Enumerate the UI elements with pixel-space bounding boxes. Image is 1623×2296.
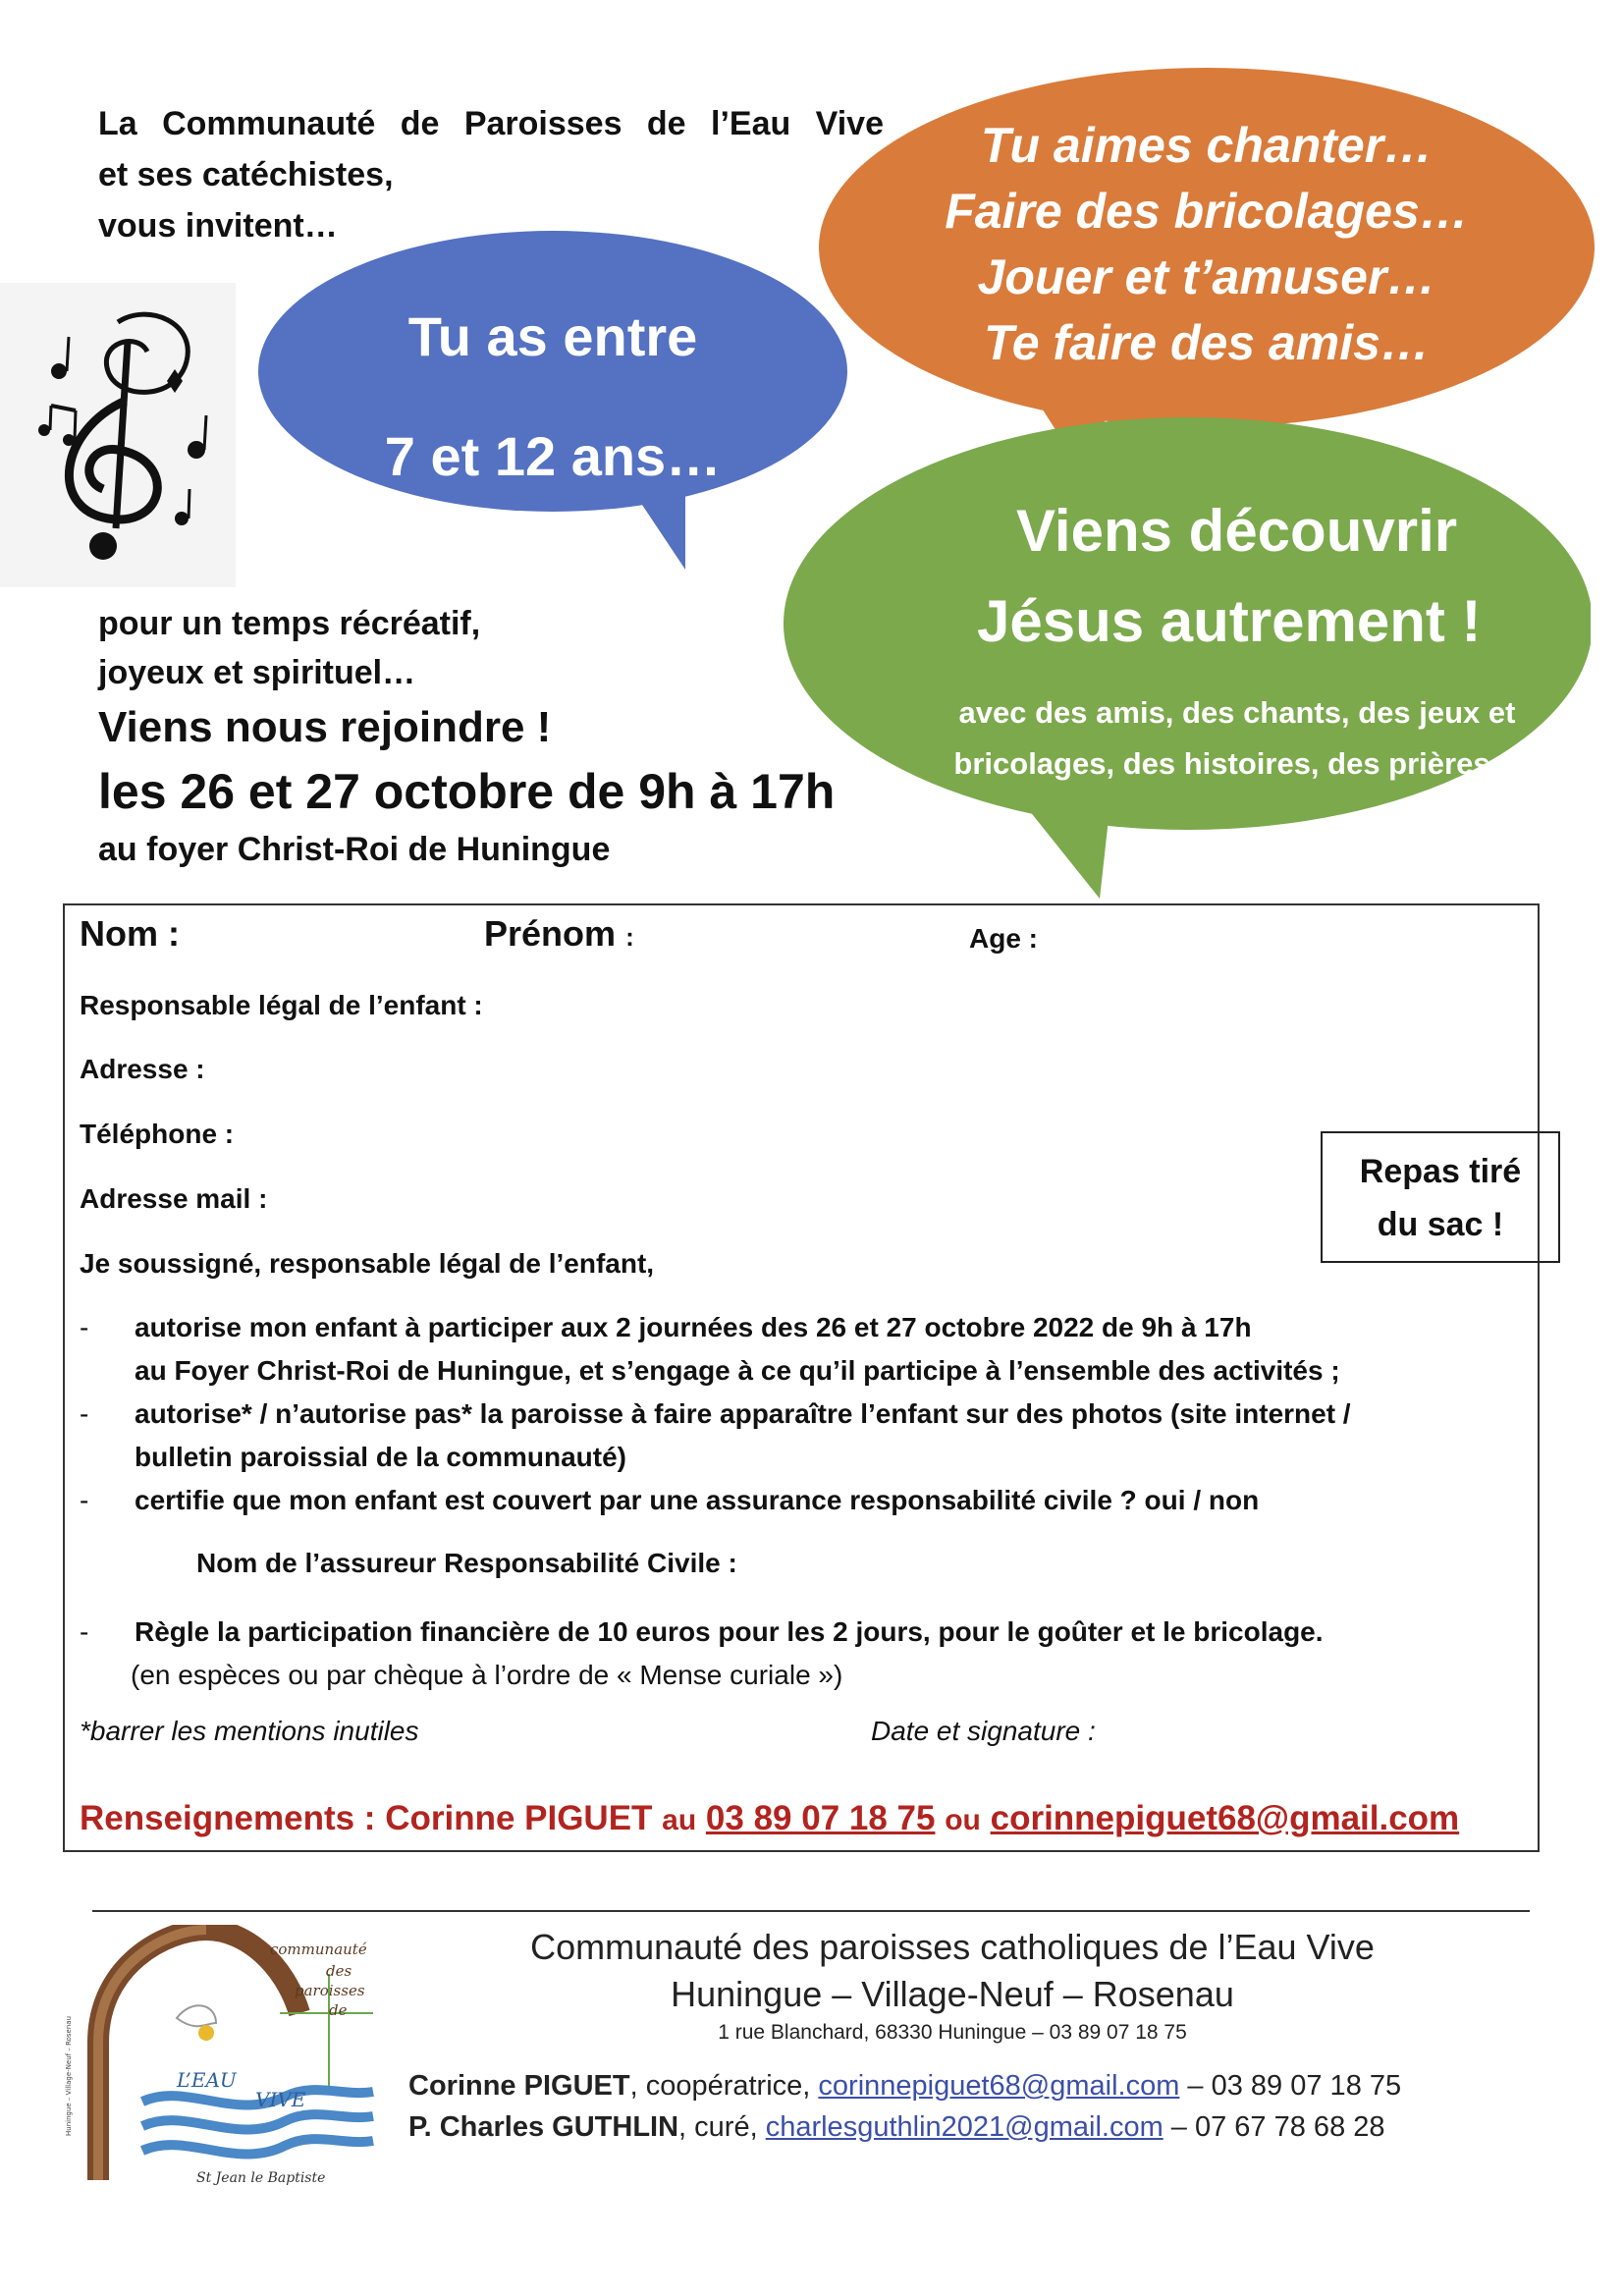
payment-item [80,1611,1513,1697]
orange-bubble-line-4: Te faire des amis… [984,315,1430,370]
event-line-1: pour un temps récréatif, [98,605,481,642]
payment-list [80,1611,1513,1697]
consent-1-line-2: au Foyer Christ-Roi de Huningue, et s’engage à ce qu’il participe à l’ensemble des activités ; [135,1355,1340,1386]
consent-2-line-1: autorise* / n’autorise pas* la paroisse à faire apparaître l’enfant sur des photos (site internet / [135,1398,1351,1429]
event-line-2: joyeux et spirituel… [98,654,416,691]
blue-bubble-text [253,277,852,517]
repas-line-1: Repas tiré [1359,1153,1522,1190]
barrer-note: *barrer les mentions inutiles [80,1716,419,1746]
logo-text-3: paroisses [295,1982,365,1999]
intro-line-2: et ses catéchistes, [98,156,394,193]
consent-item-3 [80,1479,1513,1522]
assureur-label: Nom de l’assureur Responsabilité Civile : [196,1548,737,1578]
contact-charles [408,2111,1385,2144]
orange-bubble-text [811,113,1602,376]
bullet-dash: - [80,1485,89,1515]
age-label: Age : [969,923,1038,954]
info-ou: ou [945,1804,981,1836]
repas-line-2: du sac ! [1377,1206,1504,1243]
renseignements-line [80,1799,1459,1838]
blue-bubble-line-1: Tu as entre [407,305,698,367]
footer-title-1: Communauté des paroisses catholiques de l’Eau Vive [530,1927,1375,1967]
payment-line-1: Règle la participation financière de 10 euros pour les 2 jours, pour le goûter et le bricolage. [135,1616,1324,1647]
event-dates: les 26 et 27 octobre de 9h à 17h [98,764,836,819]
footer-address: 1 rue Blanchard, 68330 Huningue – 03 89 07 18 75 [718,2021,1187,2044]
intro-line-1: La Communauté de Paroisses de l’Eau Vive [98,105,884,142]
repas-box [1321,1131,1560,1263]
event-location: au foyer Christ-Roi de Huningue [98,831,611,868]
logo-text-6: VIVE [255,2088,306,2111]
green-bubble-subtext [913,687,1561,790]
consent-3-line-1: certifie que mon enfant est couvert par une assurance responsabilité civile ? oui / non [135,1485,1260,1515]
payment-line-2: (en espèces ou par chèque à l’ordre de « Mense curiale ») [131,1660,843,1690]
green-bubble-sub-2: bricolages, des histoires, des prières… [953,746,1521,781]
consent-2-line-2: bulletin paroissial de la communauté) [135,1442,626,1472]
info-phone-link[interactable]: 03 89 07 18 75 [705,1799,936,1837]
registration-form [63,903,1540,1852]
consent-item-2 [80,1393,1513,1479]
date-signature-label: Date et signature : [871,1716,1096,1746]
adresse-label: Adresse : [80,1054,205,1084]
telephone-label: Téléphone : [80,1119,235,1149]
consent-list [80,1306,1513,1522]
contact-charles-email[interactable]: charlesguthlin2021@gmail.com [765,2111,1163,2143]
event-details [98,599,982,874]
mail-label: Adresse mail : [80,1183,268,1214]
soussigne-text: Je soussigné, responsable légal de l’enfant, [80,1248,655,1279]
prenom-label [484,913,634,955]
logo-text-5: L’EAU [177,2068,237,2092]
contact-corinne [408,2070,1401,2103]
bullet-dash: - [80,1312,89,1342]
contact-charles-phone: – 07 67 78 68 28 [1163,2111,1385,2143]
treble-clef-music-icon [0,283,236,587]
blue-bubble-line-2: 7 et 12 ans… [384,425,722,487]
logo-text-8: Huningue – Village-Neuf – Rosenau [65,2015,73,2136]
contact-charles-name: P. Charles GUTHLIN [408,2111,679,2143]
orange-bubble-line-2: Faire des bricolages… [945,184,1469,239]
logo-text-4: de [329,2001,348,2019]
green-bubble-sub-1: avec des amis, des chants, des jeux et [958,695,1516,730]
consent-1-line-1: autorise mon enfant à participer aux 2 journées des 26 et 27 octobre 2022 de 9h à 17h [135,1312,1252,1342]
info-au: au [662,1804,697,1836]
responsable-label: Responsable légal de l’enfant : [80,990,483,1020]
orange-bubble-line-3: Jouer et t’amuser… [977,249,1436,304]
nom-label: Nom : [80,913,180,954]
bullet-dash: - [80,1616,89,1647]
green-bubble-line-1: Viens découvrir [1016,498,1458,564]
intro-line-3: vous invitent… [98,207,338,245]
consent-item-1 [80,1306,1513,1393]
logo-text-1: communauté [270,1941,367,1958]
contact-corinne-role: , coopératrice, [629,2070,819,2102]
prenom-label-text: Prénom [484,913,617,954]
footer-title-2: Huningue – Village-Neuf – Rosenau [671,1974,1234,2014]
logo-text-7: St Jean le Baptiste [196,2170,326,2186]
footer-divider [92,1910,1530,1912]
prenom-colon: : [625,922,634,952]
contact-corinne-email[interactable]: corinnepiguet68@gmail.com [818,2070,1180,2102]
contact-corinne-name: Corinne PIGUET [408,2070,630,2102]
orange-bubble-line-1: Tu aimes chanter… [980,118,1434,173]
contact-corinne-phone: – 03 89 07 18 75 [1179,2070,1402,2102]
bullet-dash: - [80,1398,89,1429]
green-bubble-line-2: Jésus autrement ! [977,588,1482,654]
logo-text-2: des [326,1962,352,1980]
contact-charles-role: , curé, [678,2111,766,2143]
info-email-link[interactable]: corinnepiguet68@gmail.com [990,1799,1460,1837]
eau-vive-logo [59,1925,383,2190]
event-line-3: Viens nous rejoindre ! [98,703,552,751]
info-label: Renseignements : Corinne PIGUET [80,1799,653,1837]
